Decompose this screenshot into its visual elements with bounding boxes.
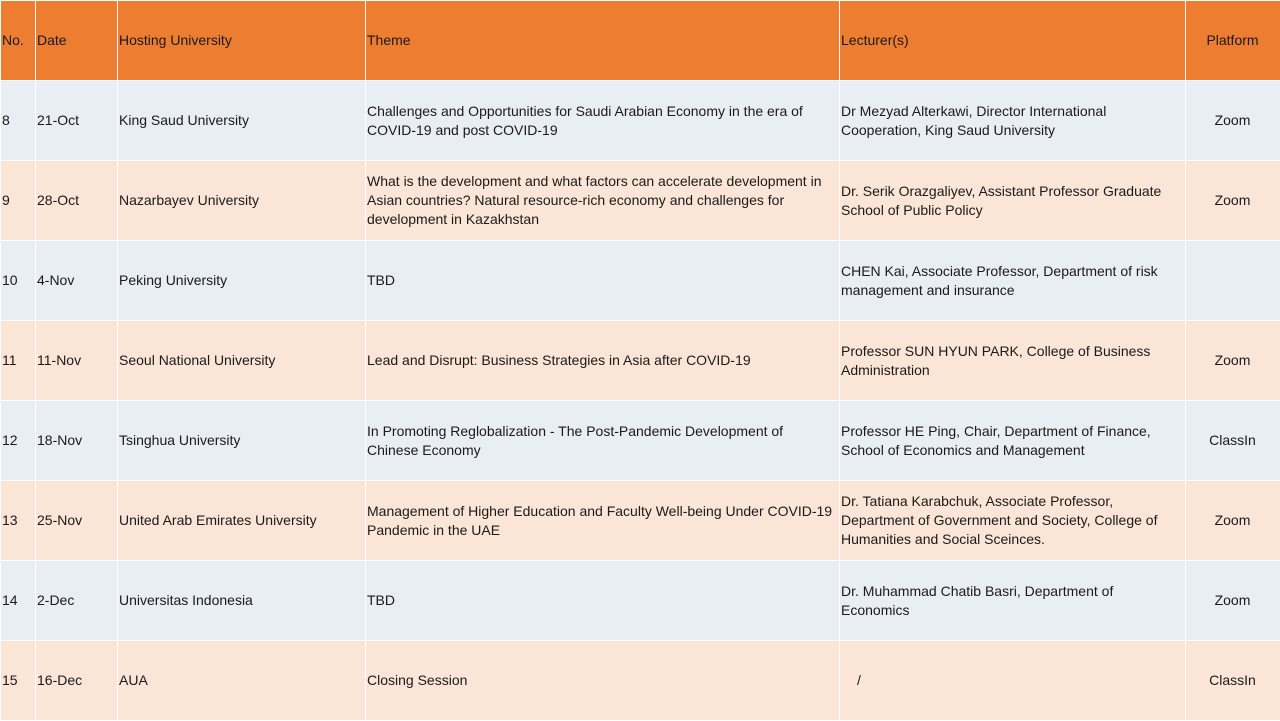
cell-lecturer: CHEN Kai, Associate Professor, Department of risk management and insurance <box>840 241 1186 321</box>
cell-theme: In Promoting Reglobalization - The Post-Pandemic Development of Chinese Economy <box>366 401 840 481</box>
cell-host: AUA <box>118 641 366 721</box>
header-theme: Theme <box>366 1 840 81</box>
cell-host: United Arab Emirates University <box>118 481 366 561</box>
cell-platform: Zoom <box>1186 81 1280 161</box>
cell-no: 14 <box>1 561 36 641</box>
cell-host: King Saud University <box>118 81 366 161</box>
cell-date: 28-Oct <box>36 161 118 241</box>
header-platform: Platform <box>1186 1 1280 81</box>
cell-platform: Zoom <box>1186 161 1280 241</box>
cell-platform: Zoom <box>1186 481 1280 561</box>
table-row <box>1 561 1280 641</box>
cell-date: 2-Dec <box>36 561 118 641</box>
cell-theme: Lead and Disrupt: Business Strategies in Asia after COVID-19 <box>366 321 840 401</box>
header-row <box>1 1 1280 81</box>
header-host: Hosting University <box>118 1 366 81</box>
cell-host: Peking University <box>118 241 366 321</box>
cell-lecturer: Dr Mezyad Alterkawi, Director International Cooperation, King Saud University <box>840 81 1186 161</box>
cell-host: Tsinghua University <box>118 401 366 481</box>
cell-lecturer: Professor HE Ping, Chair, Department of Finance, School of Economics and Management <box>840 401 1186 481</box>
cell-platform: ClassIn <box>1186 401 1280 481</box>
header-date: Date <box>36 1 118 81</box>
table-row <box>1 641 1280 721</box>
cell-date: 21-Oct <box>36 81 118 161</box>
table-row <box>1 161 1280 241</box>
cell-date: 18-Nov <box>36 401 118 481</box>
cell-date: 4-Nov <box>36 241 118 321</box>
cell-lecturer: Professor SUN HYUN PARK, College of Business Administration <box>840 321 1186 401</box>
cell-host: Universitas Indonesia <box>118 561 366 641</box>
cell-platform <box>1186 241 1280 321</box>
cell-host: Seoul National University <box>118 321 366 401</box>
cell-platform: Zoom <box>1186 321 1280 401</box>
cell-no: 10 <box>1 241 36 321</box>
cell-lecturer: Dr. Tatiana Karabchuk, Associate Professor, Department of Government and Society, College of Humanities and Social Sceinces. <box>840 481 1186 561</box>
cell-date: 25-Nov <box>36 481 118 561</box>
cell-theme: What is the development and what factors can accelerate development in Asian countries? Natural resource-rich economy and challenges for development in Kazakhstan <box>366 161 840 241</box>
cell-no: 8 <box>1 81 36 161</box>
cell-no: 13 <box>1 481 36 561</box>
cell-theme: Challenges and Opportunities for Saudi Arabian Economy in the era of COVID-19 and post COVID-19 <box>366 81 840 161</box>
cell-theme: Closing Session <box>366 641 840 721</box>
header-lecturer: Lecturer(s) <box>840 1 1186 81</box>
cell-theme: TBD <box>366 241 840 321</box>
cell-no: 9 <box>1 161 36 241</box>
cell-theme: TBD <box>366 561 840 641</box>
cell-date: 11-Nov <box>36 321 118 401</box>
cell-lecturer: / <box>840 641 1186 721</box>
cell-lecturer: Dr. Serik Orazgaliyev, Assistant Professor Graduate School of Public Policy <box>840 161 1186 241</box>
cell-date: 16-Dec <box>36 641 118 721</box>
table-row <box>1 481 1280 561</box>
table-row <box>1 81 1280 161</box>
cell-lecturer: Dr. Muhammad Chatib Basri, Department of Economics <box>840 561 1186 641</box>
cell-platform: ClassIn <box>1186 641 1280 721</box>
header-no: No. <box>1 1 36 81</box>
table-row <box>1 401 1280 481</box>
cell-no: 15 <box>1 641 36 721</box>
table-row <box>1 321 1280 401</box>
cell-theme: Management of Higher Education and Faculty Well-being Under COVID-19 Pandemic in the UAE <box>366 481 840 561</box>
table-row <box>1 241 1280 321</box>
cell-no: 11 <box>1 321 36 401</box>
cell-no: 12 <box>1 401 36 481</box>
cell-host: Nazarbayev University <box>118 161 366 241</box>
cell-platform: Zoom <box>1186 561 1280 641</box>
